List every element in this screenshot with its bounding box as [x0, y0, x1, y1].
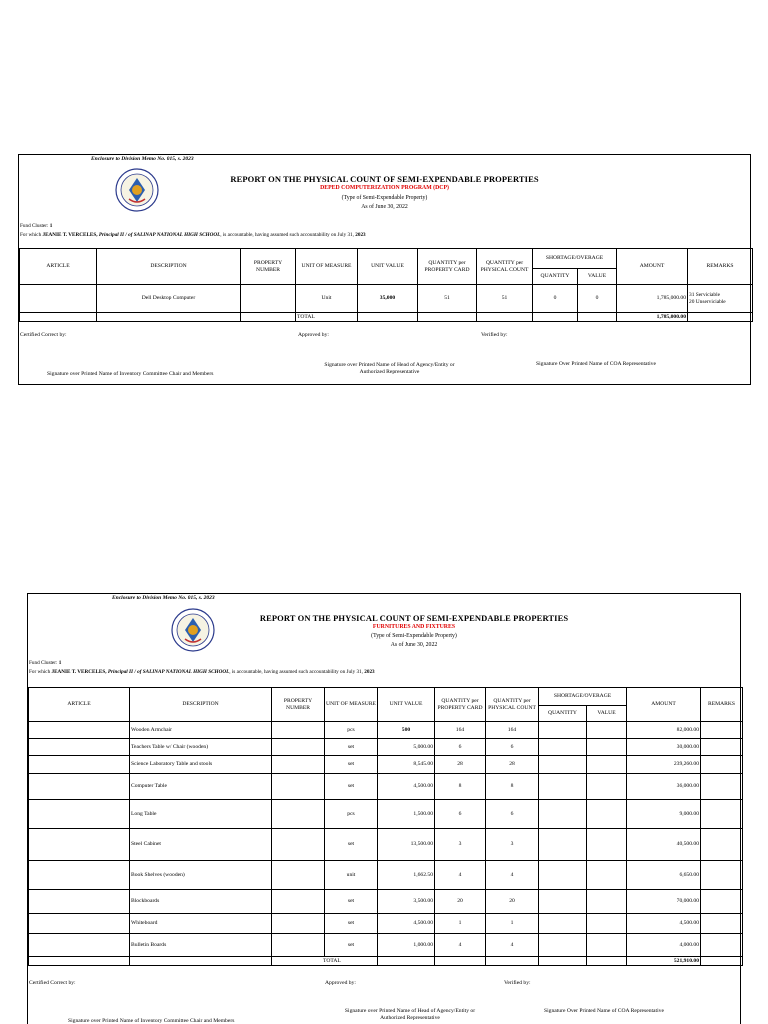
- cell-short-qty: [539, 774, 587, 800]
- header-shortage: SHORTAGE/OVERAGE: [539, 688, 627, 706]
- table-row: [29, 861, 743, 890]
- cell-description: Long Table: [130, 800, 272, 829]
- header-description: DESCRIPTION: [97, 249, 241, 285]
- cell-short-value: [587, 934, 627, 957]
- cell-amount: 6,650.00: [627, 861, 701, 890]
- cell-remarks: [701, 890, 743, 914]
- header-unit-of-measure: UNIT OF MEASURE: [325, 688, 378, 722]
- table-row: [29, 890, 743, 914]
- cell-unit-value: 1,662.50: [378, 861, 435, 890]
- cell-unit-value: 8,545.00: [378, 756, 435, 774]
- cell-unit: unit: [325, 861, 378, 890]
- cell-qty-card: 1: [435, 914, 486, 934]
- header-qty-card: QUANTITY per PROPERTY CARD: [418, 249, 477, 285]
- accountability-statement: For which JEANIE T. VERCELES, Principal II / of SALINAP NATIONAL HIGH SCHOOL, is accountable, having assumed such accountability on July 31, 2023: [20, 232, 366, 238]
- cell-unit-value: 3,500.00: [378, 890, 435, 914]
- cell-amount: 1,785,000.00: [617, 285, 688, 313]
- cell-short-qty: [539, 739, 587, 756]
- cell-unit: set: [325, 914, 378, 934]
- cell-short-value: [587, 722, 627, 739]
- cell-unit: set: [325, 934, 378, 957]
- signature-coa: Signature Over Printed Name of COA Representative: [536, 361, 656, 367]
- as-of-date: As of June 30, 2022: [361, 204, 408, 210]
- remarks-line: 31 Serviciable: [689, 292, 721, 299]
- cell-remarks: [688, 285, 753, 313]
- header-quantity: QUANTITY: [539, 706, 587, 722]
- cell-qty-physical: 1: [486, 914, 539, 934]
- cell-qty-physical: 6: [486, 739, 539, 756]
- signature-head: Signature over Printed Name of Head of Agency/Entity or Authorized Representative: [324, 362, 455, 376]
- cell-short-value: 0: [578, 285, 617, 313]
- cell-qty-card: 28: [435, 756, 486, 774]
- cell-remarks: [701, 800, 743, 829]
- cell-short-qty: [539, 829, 587, 861]
- cell-description: Bulletin Boards: [130, 934, 272, 957]
- cell-amount: 40,500.00: [627, 829, 701, 861]
- header-qty-card: QUANTITY per PROPERTY CARD: [435, 688, 486, 722]
- cell-article: [29, 739, 130, 756]
- cell-article: [29, 800, 130, 829]
- cell-qty-physical: 4: [486, 861, 539, 890]
- cell-unit-value: 5,000.00: [378, 739, 435, 756]
- cell-article: [29, 914, 130, 934]
- cell-qty-physical: 51: [477, 285, 533, 313]
- cell-property-number: [272, 890, 325, 914]
- cell-description: Steel Cabinet: [130, 829, 272, 861]
- cell-description: Teachers Table w/ Chair (wooden): [130, 739, 272, 756]
- header-article: ARTICLE: [20, 249, 97, 285]
- cell-remarks: [701, 914, 743, 934]
- verified-label: Verified by:: [481, 332, 508, 338]
- cell-amount: 30,000.00: [627, 739, 701, 756]
- cell-remarks: [701, 756, 743, 774]
- cell-description: Book Shelves (wooden): [130, 861, 272, 890]
- total-row: [20, 313, 753, 322]
- cell-amount: 4,500.00: [627, 914, 701, 934]
- cell-unit-value: 35,000: [358, 285, 418, 313]
- certified-label: Certified Correct by:: [20, 332, 67, 338]
- header-amount: AMOUNT: [627, 688, 701, 722]
- cell-short-qty: [539, 756, 587, 774]
- approved-label: Approved by:: [298, 332, 329, 338]
- cell-unit-value: 1,000.00: [378, 934, 435, 957]
- cell-short-value: [587, 890, 627, 914]
- cell-description: Computer Table: [130, 774, 272, 800]
- cell-property-number: [241, 285, 296, 313]
- cell-article: [29, 829, 130, 861]
- type-note: (Type of Semi-Expendable Property): [371, 633, 457, 639]
- cell-short-qty: [539, 914, 587, 934]
- cell-property-number: [272, 774, 325, 800]
- cell-short-qty: [539, 800, 587, 829]
- program-name: DEPED COMPUTERIZATION PROGRAM (DCP): [320, 185, 449, 191]
- cell-amount: 4,000.00: [627, 934, 701, 957]
- cell-short-value: [587, 739, 627, 756]
- cell-unit: set: [325, 774, 378, 800]
- table-row: [29, 774, 743, 800]
- cell-qty-physical: 4: [486, 934, 539, 957]
- cell-property-number: [272, 722, 325, 739]
- header-value: VALUE: [587, 706, 627, 722]
- header-value: VALUE: [578, 269, 617, 285]
- signature-committee: Signature over Printed Name of Inventory Committee Chair and Members: [68, 1018, 235, 1024]
- accountability-statement: For which JEANIE T. VERCELES, Principal II / of SALINAP NATIONAL HIGH SCHOOL, is accountable, having assumed such accountability on July 31, 2023: [29, 669, 375, 675]
- cell-unit: set: [325, 829, 378, 861]
- table-row: [20, 285, 753, 313]
- cell-article: [29, 861, 130, 890]
- total-label: TOTAL: [296, 313, 358, 322]
- cell-qty-physical: 3: [486, 829, 539, 861]
- header-remarks: REMARKS: [688, 249, 753, 285]
- cell-amount: 239,260.00: [627, 756, 701, 774]
- signature-head: Signature over Printed Name of Head of Agency/Entity or Authorized Representative: [344, 1008, 476, 1022]
- cell-short-qty: [539, 861, 587, 890]
- signature-committee: Signature over Printed Name of Inventory Committee Chair and Members: [47, 371, 214, 377]
- cell-article: [29, 934, 130, 957]
- remarks-line: 20 Unserviciable: [689, 298, 726, 305]
- header-quantity: QUANTITY: [533, 269, 578, 285]
- report-sheet-dcp: [18, 154, 751, 385]
- cell-unit: set: [325, 890, 378, 914]
- cell-article: [29, 774, 130, 800]
- cell-qty-physical: 8: [486, 774, 539, 800]
- cell-qty-card: 3: [435, 829, 486, 861]
- cell-short-qty: 0: [533, 285, 578, 313]
- cell-remarks: [701, 774, 743, 800]
- table-row: [29, 800, 743, 829]
- table-row: [29, 934, 743, 957]
- cell-unit-value: 500: [378, 722, 435, 739]
- cell-amount: 70,000.00: [627, 890, 701, 914]
- cell-property-number: [272, 739, 325, 756]
- header-unit-value: UNIT VALUE: [378, 688, 435, 722]
- fund-cluster: Fund Cluster: 1: [20, 223, 53, 229]
- table-row: [29, 739, 743, 756]
- cell-qty-physical: 6: [486, 800, 539, 829]
- certified-label: Certified Correct by:: [29, 980, 76, 986]
- total-amount: 521,910.00: [627, 957, 701, 966]
- cell-property-number: [272, 800, 325, 829]
- cell-description: Dell Desktop Computer: [97, 285, 241, 313]
- cell-property-number: [272, 861, 325, 890]
- total-row: [29, 957, 743, 966]
- cell-unit: pcs: [325, 722, 378, 739]
- inventory-table: [19, 248, 753, 322]
- cell-qty-card: 8: [435, 774, 486, 800]
- cell-description: Blockboards: [130, 890, 272, 914]
- header-property-number: PROPERTY NUMBER: [272, 688, 325, 722]
- table-row: [29, 756, 743, 774]
- cell-qty-physical: 164: [486, 722, 539, 739]
- cell-short-qty: [539, 722, 587, 739]
- cell-short-value: [587, 756, 627, 774]
- cell-property-number: [272, 829, 325, 861]
- cell-short-qty: [539, 890, 587, 914]
- cell-short-value: [587, 800, 627, 829]
- program-name: FURNITURES AND FIXTURES: [372, 624, 456, 630]
- header-property-number: PROPERTY NUMBER: [241, 249, 296, 285]
- total-label: TOTAL: [272, 957, 378, 966]
- cell-amount: 82,000.00: [627, 722, 701, 739]
- cell-unit-value: 4,500.00: [378, 914, 435, 934]
- cell-remarks: [701, 722, 743, 739]
- cell-unit: pcs: [325, 800, 378, 829]
- header-remarks: REMARKS: [701, 688, 743, 722]
- cell-description: Wooden Armchair: [130, 722, 272, 739]
- header-unit-value: UNIT VALUE: [358, 249, 418, 285]
- cell-qty-card: 6: [435, 739, 486, 756]
- cell-short-value: [587, 774, 627, 800]
- cell-remarks: [701, 829, 743, 861]
- verified-label: Verified by:: [504, 980, 531, 986]
- cell-article: [29, 890, 130, 914]
- header-qty-physical: QUANTITY per PHYSICAL COUNT: [477, 249, 533, 285]
- fund-cluster: Fund Cluster: 1: [29, 660, 62, 666]
- header-shortage: SHORTAGE/OVERAGE: [533, 249, 617, 269]
- signature-coa: Signature Over Printed Name of COA Representative: [544, 1008, 664, 1014]
- cell-unit: Unit: [296, 285, 358, 313]
- table-row: [29, 722, 743, 739]
- table-row: [29, 829, 743, 861]
- cell-short-value: [587, 861, 627, 890]
- report-title: REPORT ON THE PHYSICAL COUNT OF SEMI-EXPENDABLE PROPERTIES: [230, 174, 539, 184]
- cell-unit: set: [325, 739, 378, 756]
- header-qty-physical: QUANTITY per PHYSICAL COUNT: [486, 688, 539, 722]
- cell-remarks: [701, 934, 743, 957]
- header-article: ARTICLE: [29, 688, 130, 722]
- cell-remarks: [701, 739, 743, 756]
- as-of-date: As of June 30, 2022: [390, 642, 438, 648]
- header-unit-of-measure: UNIT OF MEASURE: [296, 249, 358, 285]
- type-note: (Type of Semi-Expendable Property): [341, 195, 428, 201]
- cell-qty-card: 164: [435, 722, 486, 739]
- cell-article: [29, 722, 130, 739]
- cell-property-number: [272, 914, 325, 934]
- cell-qty-card: 4: [435, 861, 486, 890]
- cell-amount: 9,000.00: [627, 800, 701, 829]
- header-amount: AMOUNT: [617, 249, 688, 285]
- enclosure-note: Enclosure to Division Memo No. 015, s. 2023: [112, 595, 215, 601]
- total-amount: 1,785,000.00: [617, 313, 688, 322]
- cell-qty-card: 6: [435, 800, 486, 829]
- cell-remarks: [701, 861, 743, 890]
- cell-short-value: [587, 829, 627, 861]
- report-title: REPORT ON THE PHYSICAL COUNT OF SEMI-EXPENDABLE PROPERTIES: [259, 613, 569, 623]
- cell-amount: 36,000.00: [627, 774, 701, 800]
- cell-qty-physical: 20: [486, 890, 539, 914]
- cell-short-value: [587, 914, 627, 934]
- cell-article: [20, 285, 97, 313]
- cell-qty-physical: 28: [486, 756, 539, 774]
- enclosure-note: Enclosure to Division Memo No. 015, s. 2023: [91, 156, 194, 162]
- cell-qty-card: 51: [418, 285, 477, 313]
- report-sheet-furniture: [27, 593, 741, 1024]
- cell-unit-value: 13,500.00: [378, 829, 435, 861]
- cell-short-qty: [539, 934, 587, 957]
- cell-description: Whiteboard: [130, 914, 272, 934]
- cell-article: [29, 756, 130, 774]
- cell-property-number: [272, 934, 325, 957]
- cell-qty-card: 4: [435, 934, 486, 957]
- cell-qty-card: 20: [435, 890, 486, 914]
- header-description: DESCRIPTION: [130, 688, 272, 722]
- cell-unit: set: [325, 756, 378, 774]
- cell-description: Science Laboratory Table and stools: [130, 756, 272, 774]
- table-row: [29, 914, 743, 934]
- cell-unit-value: 4,500.00: [378, 774, 435, 800]
- inventory-table: [28, 687, 743, 966]
- cell-property-number: [272, 756, 325, 774]
- approved-label: Approved by:: [325, 980, 356, 986]
- cell-unit-value: 1,500.00: [378, 800, 435, 829]
